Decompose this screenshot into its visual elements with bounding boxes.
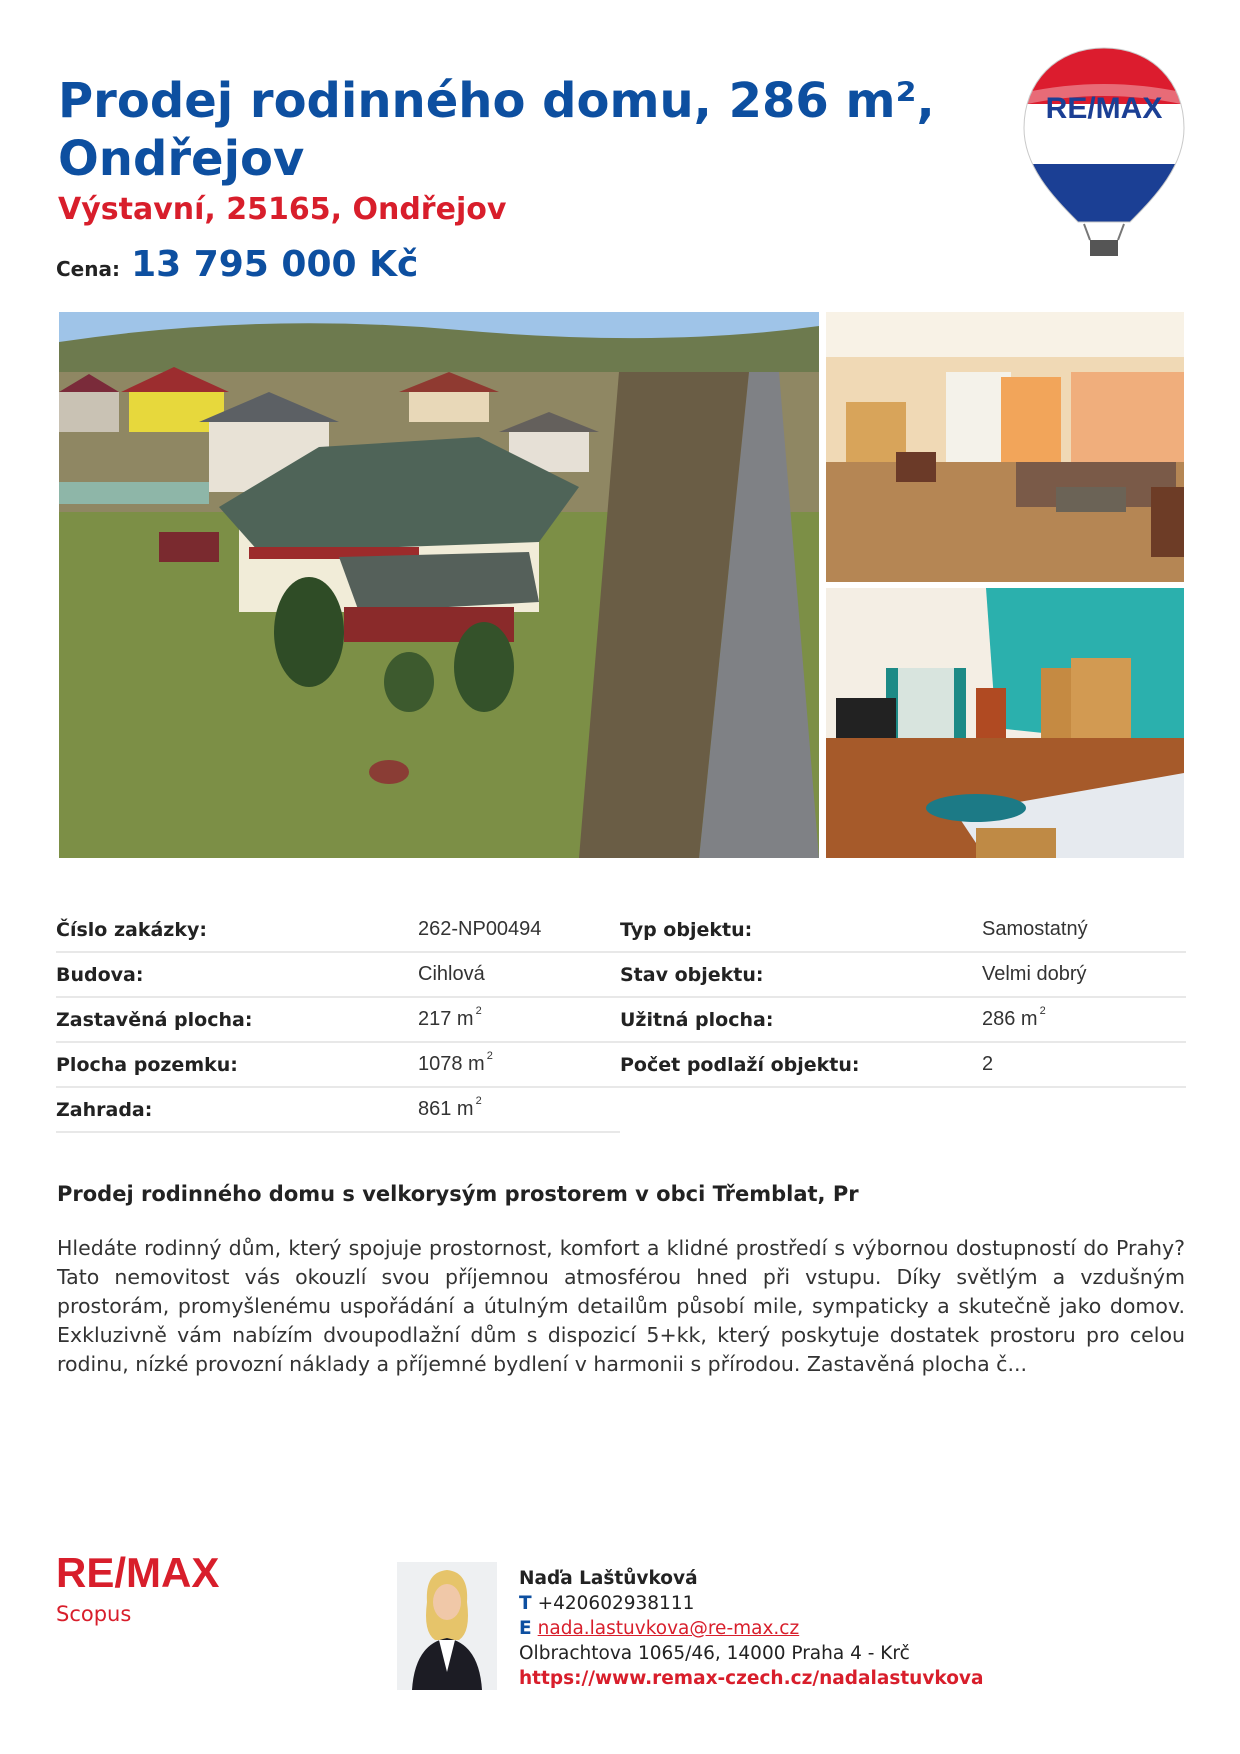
param-value: Cihlová — [418, 953, 620, 998]
description-title: Prodej rodinného domu s velkorysým prostorem v obci Třemblat, Pr — [57, 1182, 859, 1206]
balloon-logo-text: RE/MAX — [1045, 92, 1163, 125]
param-value: Velmi dobrý — [982, 953, 1186, 998]
description-text: Hledáte rodinný dům, který spojuje prostornost, komfort a klidné prostředí s výbornou dostupností do Prahy? Tato nemovitost vás okouzlí svou příjemnou atmosférou hned při vstupu. Díky světlým a vzdušným prostorám, promyšlenému uspořádání a útulným detailům působí mile, sympaticky a skutečně jako domov. Exkluzivně vám nabízím dvoupodlažní dům s dispozicí 5+kk, který poskytuje dostatek prostoru pro celou rodinu, nízké provozní náklady a příjemné bydlení v harmonii s přírodou. Zastavěná plocha č... — [57, 1236, 1185, 1376]
param-value: 2 — [982, 1043, 1186, 1088]
param-value: 286 m $^2$ — [982, 998, 1186, 1043]
property-parameters — [56, 908, 1186, 1133]
agent-phone[interactable]: +420602938111 — [537, 1593, 695, 1614]
agent-phone-row — [519, 1591, 983, 1616]
agent-email-link[interactable]: nada.lastuvkova@re-max.cz — [537, 1618, 800, 1639]
param-label: Plocha pozemku: — [56, 1043, 418, 1088]
param-value: 217 m $^2$ — [418, 998, 620, 1043]
agent-name: Naďa Laštůvková — [519, 1568, 698, 1589]
remax-balloon-logo — [1018, 44, 1190, 258]
price-value: 13 795 000 Kč — [131, 244, 419, 285]
agent-website-link[interactable]: https://www.remax-czech.cz/nadalastuvkova — [519, 1668, 984, 1689]
param-row — [56, 998, 1186, 1043]
param-label: Zahrada: — [56, 1088, 418, 1133]
empty-cell — [982, 1088, 1186, 1133]
param-label: Počet podlaží objektu: — [620, 1043, 982, 1088]
office-address: Olbrachtova 1065/46, 14000 Praha 4 - Krč — [519, 1643, 910, 1664]
param-row — [56, 1088, 1186, 1133]
param-label: Typ objektu: — [620, 908, 982, 953]
param-row — [56, 908, 1186, 953]
param-row — [56, 953, 1186, 998]
email-tag: E — [519, 1618, 532, 1639]
param-value: Samostatný — [982, 908, 1186, 953]
param-label: Zastavěná plocha: — [56, 998, 418, 1043]
agent-email-row — [519, 1616, 983, 1641]
empty-cell — [620, 1088, 982, 1133]
param-row — [56, 1043, 1186, 1088]
remax-logo-text: RE/MAX — [56, 1549, 220, 1596]
photo-bedroom[interactable] — [826, 588, 1184, 858]
office-name: Scopus — [56, 1602, 132, 1626]
param-value: 861 m $^2$ — [418, 1088, 620, 1133]
agent-contact — [519, 1566, 983, 1691]
param-value: 262-NP00494 — [418, 908, 620, 953]
price-label: Cena: — [56, 257, 120, 281]
phone-tag: T — [519, 1593, 532, 1614]
photo-living-room[interactable] — [826, 312, 1184, 582]
param-label: Budova: — [56, 953, 418, 998]
param-label: Číslo zakázky: — [56, 908, 418, 953]
param-label: Užitná plocha: — [620, 998, 982, 1043]
agent-photo — [397, 1562, 497, 1690]
footer-brand — [56, 1549, 220, 1626]
price-row — [56, 244, 418, 285]
listing-title: Prodej rodinného domu, 286 m², Ondřejov — [58, 73, 935, 187]
param-label: Stav objektu: — [620, 953, 982, 998]
param-value: 1078 m $^2$ — [418, 1043, 620, 1088]
photo-house-aerial[interactable] — [59, 312, 819, 858]
listing-address: Výstavní, 25165, Ondřejov — [58, 192, 507, 227]
